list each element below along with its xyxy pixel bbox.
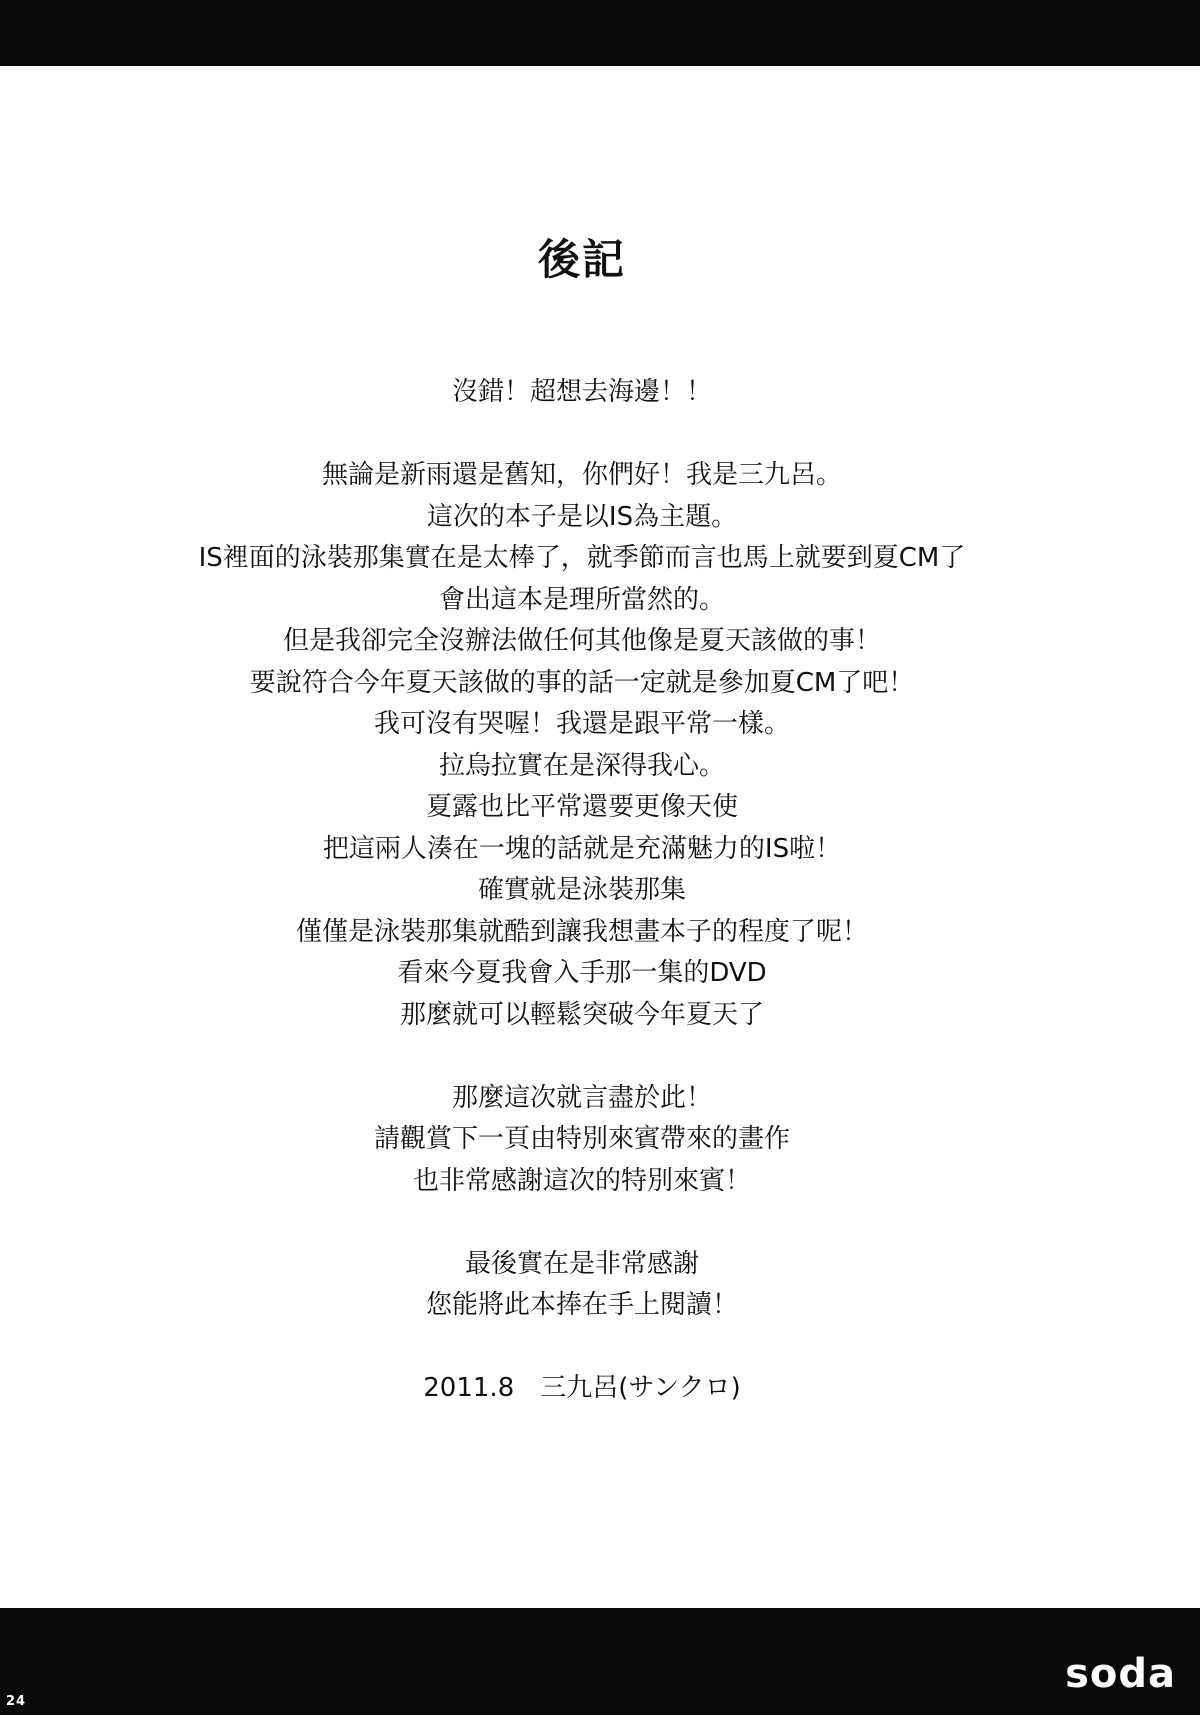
text-line: 請觀賞下一頁由特別來賓帶來的畫作 bbox=[373, 1124, 790, 1154]
text-line: 確實就是泳裝那集 bbox=[477, 875, 686, 905]
text-line: 這次的本子是以IS為主題。 bbox=[426, 501, 738, 532]
text-line: 要說符合今年夏天該做的事的話一定就是參加夏CM了吧！ bbox=[249, 667, 915, 698]
text-line: 把這兩人湊在一塊的話就是充滿魅力的IS啦！ bbox=[322, 833, 842, 864]
text-line: 夏露也比平常還要更像天使 bbox=[425, 792, 738, 822]
signature-block bbox=[0, 1368, 1164, 1410]
text-line: 最後實在是非常感謝 bbox=[464, 1248, 699, 1279]
text-line: 拉烏拉實在是深得我心。 bbox=[438, 750, 725, 781]
text-line: 也非常感謝這次的特別來賓！ bbox=[412, 1165, 751, 1196]
text-line: 那麼就可以輕鬆突破今年夏天了 bbox=[399, 999, 764, 1030]
text-line: 會出這本是理所當然的。 bbox=[438, 584, 725, 615]
text-line: 沒錯！超想去海邊！！ bbox=[451, 377, 712, 407]
text-line: 我可沒有哭喔！我還是跟平常一樣。 bbox=[373, 709, 790, 739]
bottom-black-bar bbox=[0, 1608, 1200, 1715]
afterword-body bbox=[0, 372, 1164, 1410]
brand-logo: soda bbox=[1065, 1651, 1176, 1697]
text-line: 那麼這次就言盡於此！ bbox=[451, 1082, 712, 1113]
top-black-bar bbox=[0, 0, 1200, 66]
text-line: 無論是新雨還是舊知，你們好！我是三九呂。 bbox=[321, 460, 842, 490]
text-line: 您能將此本捧在手上閱讀！ bbox=[425, 1290, 738, 1320]
text-line: 看來今夏我會入手那一集的DVD bbox=[397, 958, 767, 988]
text-line: 僅僅是泳裝那集就酷到讓我想畫本子的程度了呢！ bbox=[295, 916, 868, 947]
paragraph-2 bbox=[0, 455, 1164, 1036]
text-line: IS裡面的泳裝那集實在是太棒了，就季節而言也馬上就要到夏CM了 bbox=[198, 543, 966, 573]
page-number: 24 bbox=[6, 1694, 27, 1709]
paragraph-4 bbox=[0, 1244, 1164, 1327]
page-title: 後記 bbox=[537, 235, 626, 284]
signature: 2011.8 三九呂(サンクロ) bbox=[423, 1373, 741, 1403]
paragraph-3 bbox=[0, 1078, 1164, 1203]
text-line: 但是我卻完全沒辦法做任何其他像是夏天該做的事！ bbox=[282, 626, 881, 656]
paragraph-1 bbox=[0, 372, 1164, 414]
